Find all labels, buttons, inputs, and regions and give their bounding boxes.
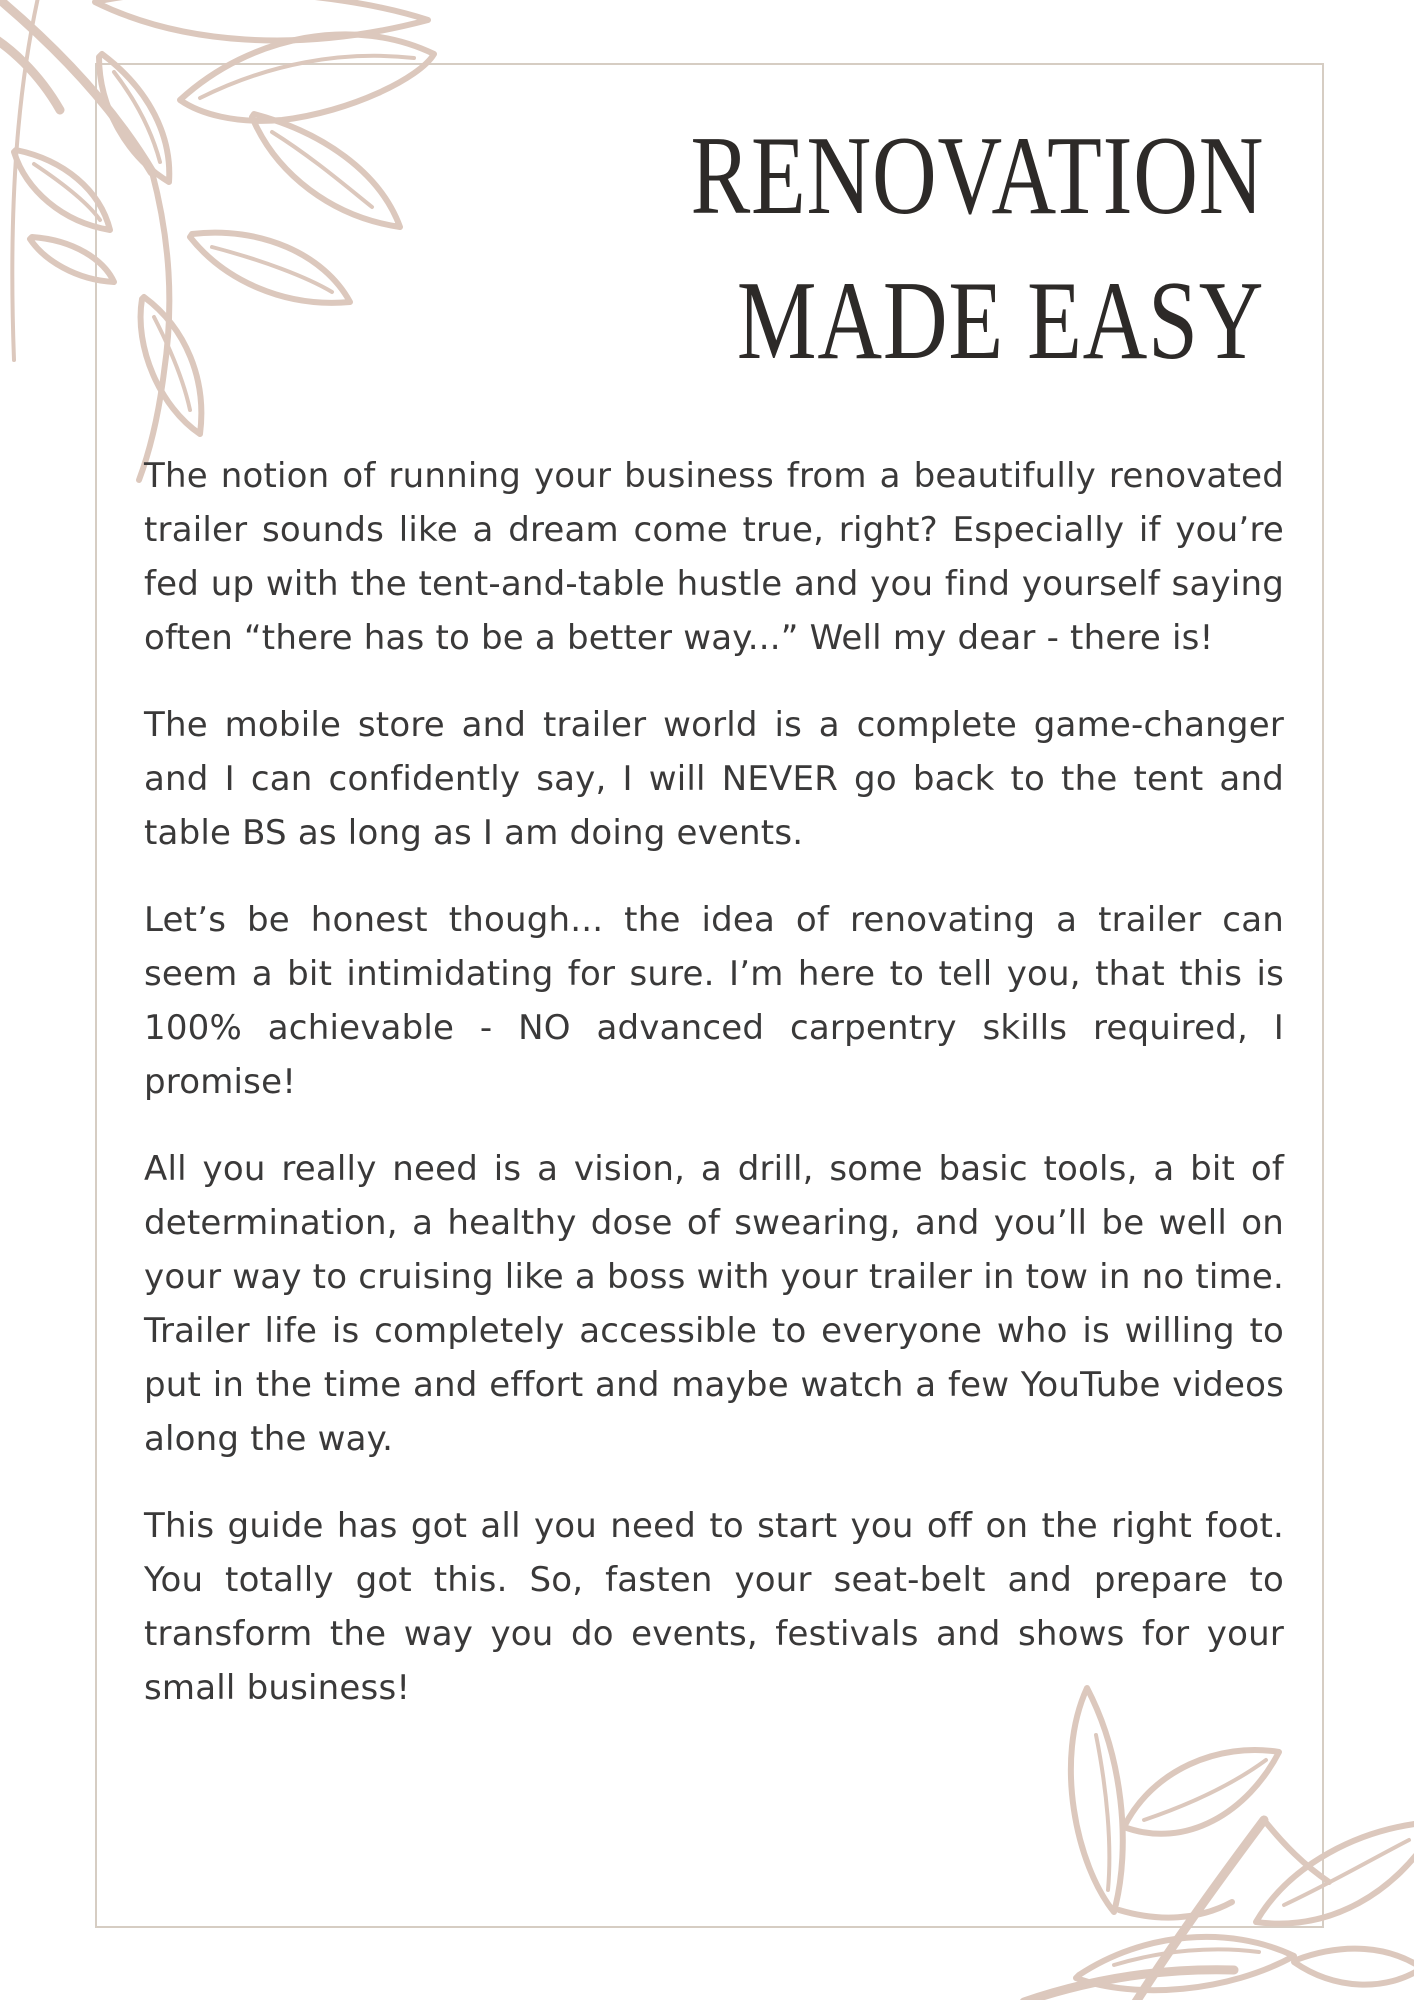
body-text: [144, 449, 1284, 1715]
body-paragraph-5: This guide has got all you need to start you off on the right foot. You totally got this. So, fasten your seat-belt and prepare to transform the way you do events, festivals and shows for your small business!: [144, 1506, 1284, 1708]
body-paragraph-2: The mobile store and trailer world is a complete game-changer and I can confidently say, I will NEVER go back to the tent and table BS as long as I am doing events.: [144, 705, 1284, 853]
title-line-2: MADE EASY: [736, 259, 1264, 383]
title-line-1: RENOVATION: [690, 114, 1264, 238]
page-title: [690, 104, 1264, 394]
body-paragraph-3: Let’s be honest though... the idea of renovating a trailer can seem a bit intimidating for sure. I’m here to tell you, that this is 100% achievable - NO advanced carpentry skills required, I promise!: [144, 900, 1284, 1102]
body-paragraph-1: The notion of running your business from a beautifully renovated trailer sounds like a dream come true, right? Especially if you’re fed up with the tent-and-table hustle and you find yourself saying often “there has to be a better way...” Well my dear - there is!: [144, 456, 1284, 658]
body-paragraph-4: All you really need is a vision, a drill, some basic tools, a bit of determination, a healthy dose of swearing, and you’ll be well on your way to cruising like a boss with your trailer in tow in no time. Trailer life is completely accessible to everyone who is willing to put in the time and effort and maybe watch a few YouTube videos along the way.: [144, 1149, 1284, 1459]
